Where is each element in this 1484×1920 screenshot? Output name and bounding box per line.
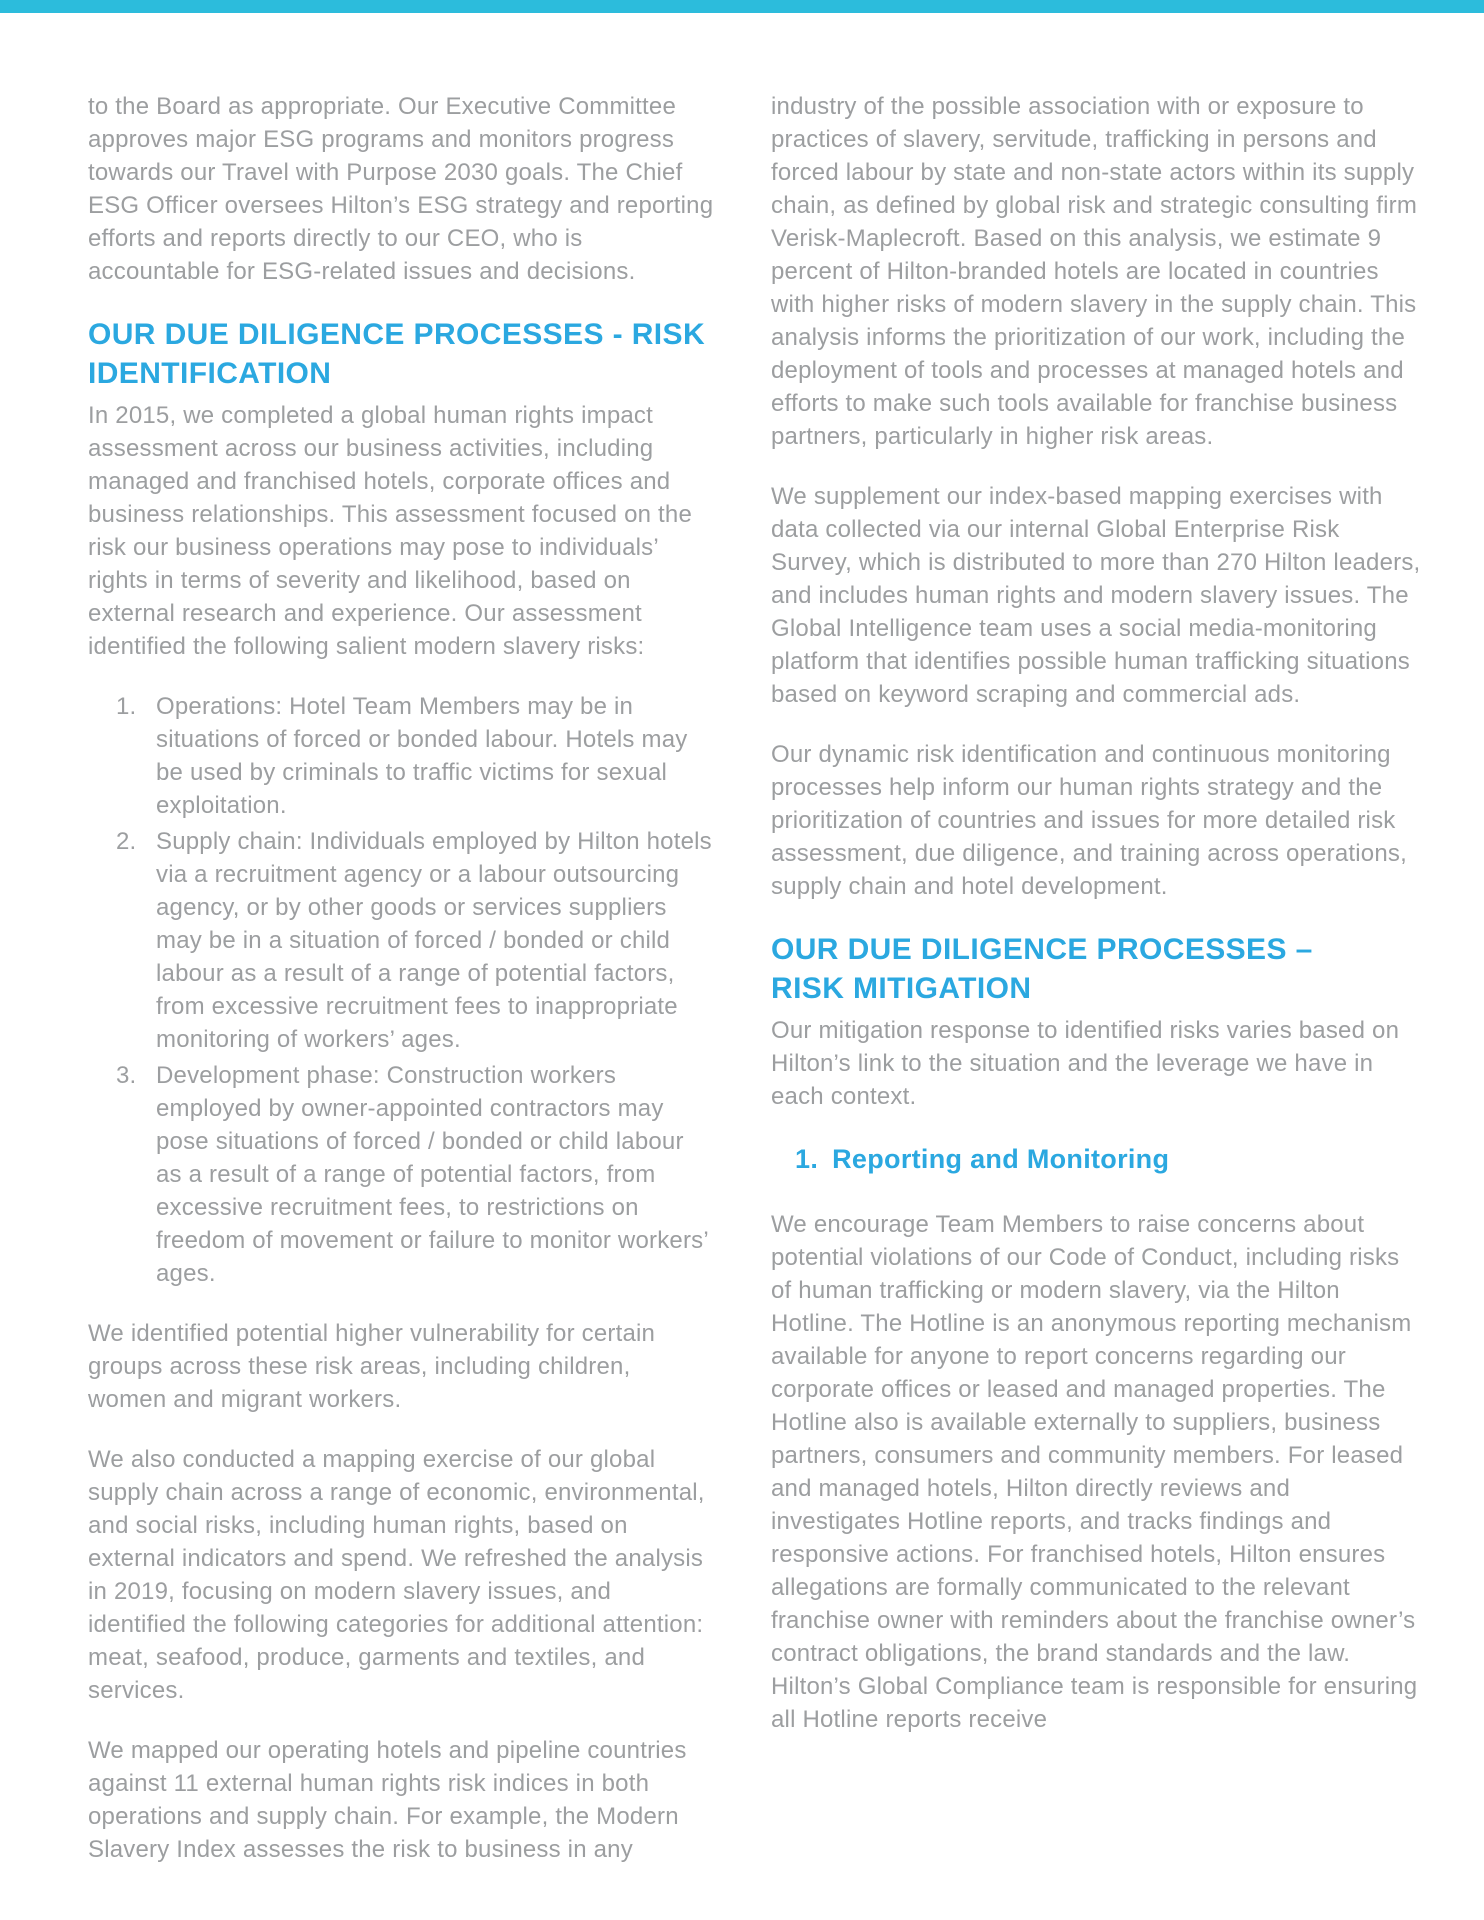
salient-risks-list — [88, 690, 715, 1290]
heading-line: IDENTIFICATION — [88, 357, 332, 390]
paragraph-vulnerable-groups: We identified potential higher vulnerability for certain groups across these risk areas, including children, women and migrant workers. — [88, 1320, 656, 1413]
list-item-text: Operations: Hotel Team Members may be in situations of forced or bonded labour. Hotels may be used by criminals to traffic victims for sexual exploitation. — [156, 693, 688, 819]
right-column — [771, 90, 1426, 1893]
list-item-operations — [88, 690, 715, 822]
paragraph-risk-indices: We mapped our operating hotels and pipeline countries against 11 external human rights risk indices in both operations and supply chain. For example, the Modern Slavery Index assesses the risk to business in any — [88, 1737, 687, 1863]
subheading-reporting-monitoring — [771, 1143, 1426, 1176]
paragraph-industry-exposure: industry of the possible association with or exposure to practices of slavery, servitude, trafficking in persons and forced labour by state and non-state actors within its supply chain, as defined by global risk and strategic consulting firm Verisk-Maplecroft. Based on this analysis, we estimate 9 percent of Hilton-branded hotels are located in countries with higher risks of modern slavery in the supply chain. This analysis informs the prioritization of our work, including the deployment of tools and processes at managed hotels and efforts to make such tools available for franchise business partners, particularly in higher risk areas. — [771, 93, 1418, 450]
page-content — [88, 90, 1426, 1893]
heading-line: RISK MITIGATION — [771, 972, 1032, 1005]
list-item-development-phase — [88, 1059, 715, 1290]
subheading-number: 1. — [795, 1144, 819, 1174]
paragraph-mitigation-response: Our mitigation response to identified risks varies based on Hilton’s link to the situation and the leverage we have in each context. — [771, 1017, 1400, 1110]
paragraph-mapping-exercise: We also conducted a mapping exercise of our global supply chain across a range of economic, environmental, and social risks, including human rights, based on external indicators and spend. We refreshed the analysis in 2019, focusing on modern slavery issues, and identified the following categories for additional attention: meat, seafood, produce, garments and textiles, and services. — [88, 1446, 705, 1704]
paragraph-dynamic-risk: Our dynamic risk identification and continuous monitoring processes help inform our human rights strategy and the prioritization of countries and issues for more detailed risk assessment, due diligence, and training across operations, supply chain and hotel development. — [771, 741, 1407, 900]
top-accent-bar — [0, 0, 1484, 13]
list-item-text: Development phase: Construction workers employed by owner-appointed contractors may pose situations of forced / bonded or child labour as a result of a range of potential factors, from excessive recruitment fees, to restrictions on freedom of movement or failure to monitor workers’ ages. — [156, 1062, 708, 1287]
paragraph-esg-governance: to the Board as appropriate. Our Executive Committee approves major ESG programs and monitors progress towards our Travel with Purpose 2030 goals. The Chief ESG Officer oversees Hilton’s ESG strategy and reporting efforts and reports directly to our CEO, who is accountable for ESG-related issues and decisions. — [88, 93, 714, 285]
paragraph-risk-survey: We supplement our index-based mapping exercises with data collected via our internal Global Enterprise Risk Survey, which is distributed to more than 270 Hilton leaders, and includes human rights and modern slavery issues. The Global Intelligence team uses a social media-monitoring platform that identifies possible human trafficking situations based on keyword scraping and commercial ads. — [771, 483, 1421, 708]
list-number: 3. — [116, 1062, 137, 1089]
list-item-supply-chain — [88, 825, 715, 1056]
heading-line: OUR DUE DILIGENCE PROCESSES – — [771, 933, 1313, 966]
paragraph-assessment-intro: In 2015, we completed a global human rights impact assessment across our business activities, including managed and franchised hotels, corporate offices and business relationships. This assessment focused on the risk our business operations may pose to individuals’ rights in terms of severity and likelihood, based on external research and experience. Our assessment identified the following salient modern slavery risks: — [88, 402, 693, 660]
list-number: 2. — [116, 828, 137, 855]
section-heading-risk-identification — [88, 315, 715, 393]
list-item-text: Supply chain: Individuals employed by Hilton hotels via a recruitment agency or a labour outsourcing agency, or by other goods or services suppliers may be in a situation of forced / bonded or child labour as a result of a range of potential factors, from excessive recruitment fees to inappropriate monitoring of workers’ ages. — [156, 828, 712, 1053]
heading-line: OUR DUE DILIGENCE PROCESSES - RISK — [88, 318, 706, 351]
paragraph-hotline: We encourage Team Members to raise concerns about potential violations of our Code of Conduct, including risks of human trafficking or modern slavery, via the Hilton Hotline. The Hotline is an anonymous reporting mechanism available for anyone to report concerns regarding our corporate offices or leased and managed properties. The Hotline also is available externally to suppliers, business partners, consumers and community members. For leased and managed hotels, Hilton directly reviews and investigates Hotline reports, and tracks findings and responsive actions. For franchised hotels, Hilton ensures allegations are formally communicated to the relevant franchise owner with reminders about the franchise owner’s contract obligations, the brand standards and the law. Hilton’s Global Compliance team is responsible for ensuring all Hotline reports receive — [771, 1211, 1418, 1733]
list-number: 1. — [116, 693, 137, 720]
section-heading-risk-mitigation — [771, 930, 1426, 1008]
left-column — [88, 90, 715, 1893]
subheading-label: Reporting and Monitoring — [832, 1144, 1170, 1174]
